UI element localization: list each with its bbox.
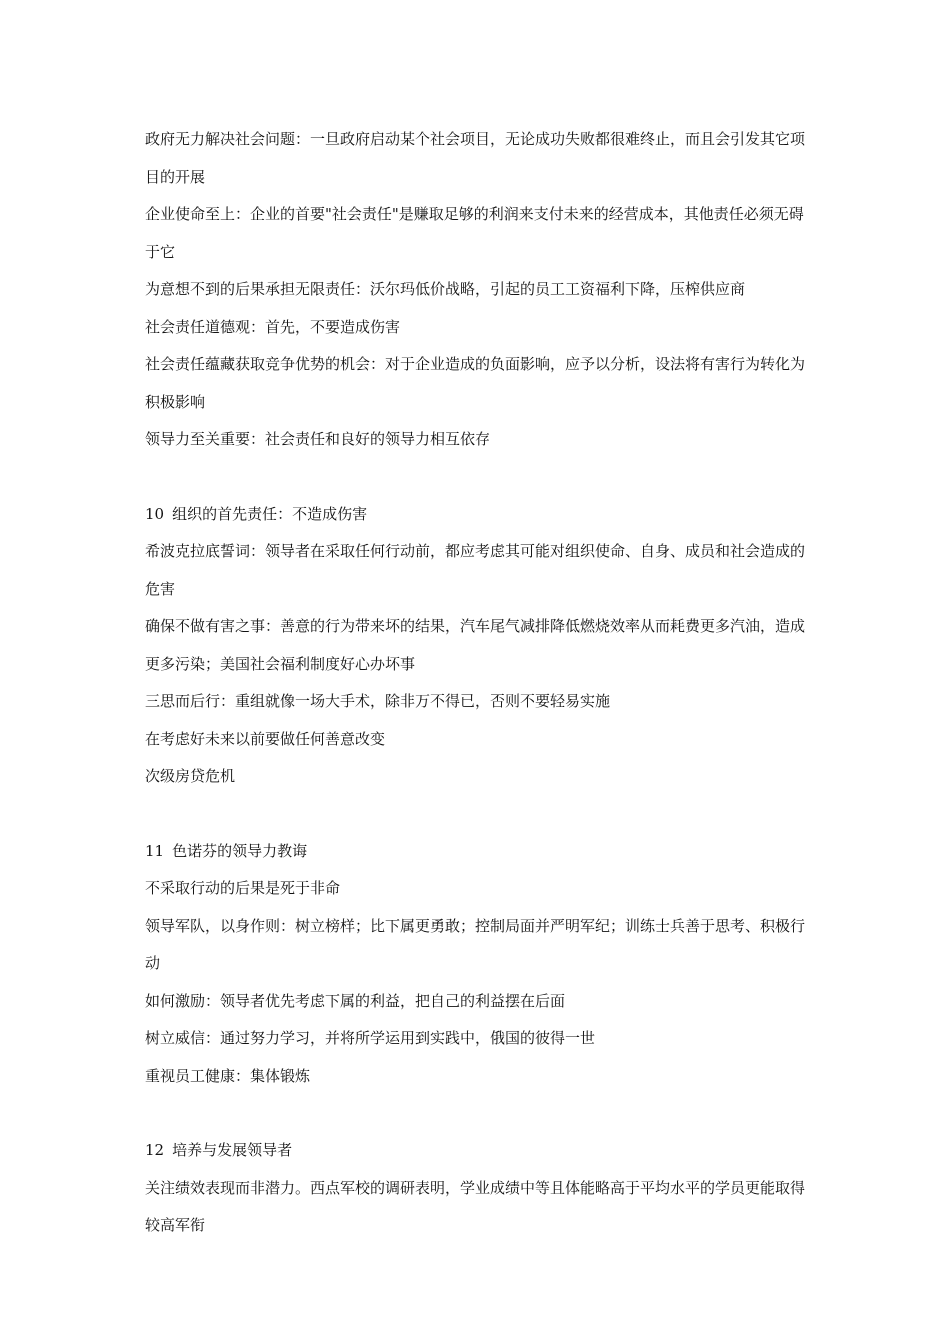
- paragraph: 三思而后行：重组就像一场大手术，除非万不得已，否则不要轻易实施: [145, 692, 611, 710]
- section-title: 培养与发展领导者: [172, 1141, 293, 1159]
- paragraph: 社会责任蕴藏获取竞争优势的机会：对于企业造成的负面影响，应予以分析，设法将有害行为转化为积极影响: [145, 355, 806, 411]
- section-title: 组织的首先责任：不造成伤害: [172, 504, 368, 523]
- section-11: [145, 833, 810, 1096]
- section-heading: [145, 1132, 810, 1170]
- section-number: 10: [145, 504, 165, 523]
- section-10: [145, 496, 810, 796]
- document-body: [145, 121, 810, 1245]
- paragraph: 领导军队，以身作则：树立榜样；比下属更勇敢；控制局面并严明军纪；训练士兵善于思考、积极行动: [145, 916, 806, 972]
- paragraph: 政府无力解决社会问题：一旦政府启动某个社会项目，无论成功失败都很难终止，而且会引发其它项目的开展: [145, 130, 806, 186]
- paragraph: 如何激励：领导者优先考虑下属的利益，把自己的利益摆在后面: [145, 991, 566, 1010]
- paragraph: 在考虑好未来以前要做任何善意改变: [145, 729, 386, 748]
- section-heading: [145, 496, 810, 534]
- section-number: 11: [145, 841, 165, 860]
- paragraph: 社会责任道德观：首先，不要造成伤害: [145, 317, 401, 336]
- section-title: 色诺芬的领导力教诲: [172, 841, 308, 860]
- paragraph: 领导力至关重要：社会责任和良好的领导力相互依存: [145, 430, 491, 448]
- intro-block: [145, 121, 810, 459]
- section-number: 12: [145, 1141, 165, 1159]
- section-heading: [145, 833, 810, 871]
- paragraph: 树立威信：通过努力学习，并将所学运用到实践中，俄国的彼得一世: [145, 1029, 596, 1047]
- paragraph: 企业使命至上：企业的首要"社会责任"是赚取足够的利润来支付未来的经营成本，其他责任必须无碍于它: [145, 205, 804, 261]
- paragraph: 次级房贷危机: [145, 767, 236, 785]
- paragraph: 关注绩效表现而非潜力。西点军校的调研表明，学业成绩中等且体能略高于平均水平的学员更能取得较高军衔: [145, 1178, 806, 1234]
- paragraph: 确保不做有害之事：善意的行为带来坏的结果，汽车尾气减排降低燃烧效率从而耗费更多汽油，造成更多污染；美国社会福利制度好心办坏事: [145, 617, 806, 673]
- paragraph: 重视员工健康：集体锻炼: [145, 1066, 311, 1085]
- paragraph: 希波克拉底誓词：领导者在采取任何行动前，都应考虑其可能对组织使命、自身、成员和社会造成的危害: [145, 542, 806, 598]
- paragraph: 不采取行动的后果是死于非命: [145, 879, 341, 897]
- paragraph: 为意想不到的后果承担无限责任：沃尔玛低价战略，引起的员工工资福利下降，压榨供应商: [145, 280, 746, 298]
- section-12: [145, 1132, 810, 1245]
